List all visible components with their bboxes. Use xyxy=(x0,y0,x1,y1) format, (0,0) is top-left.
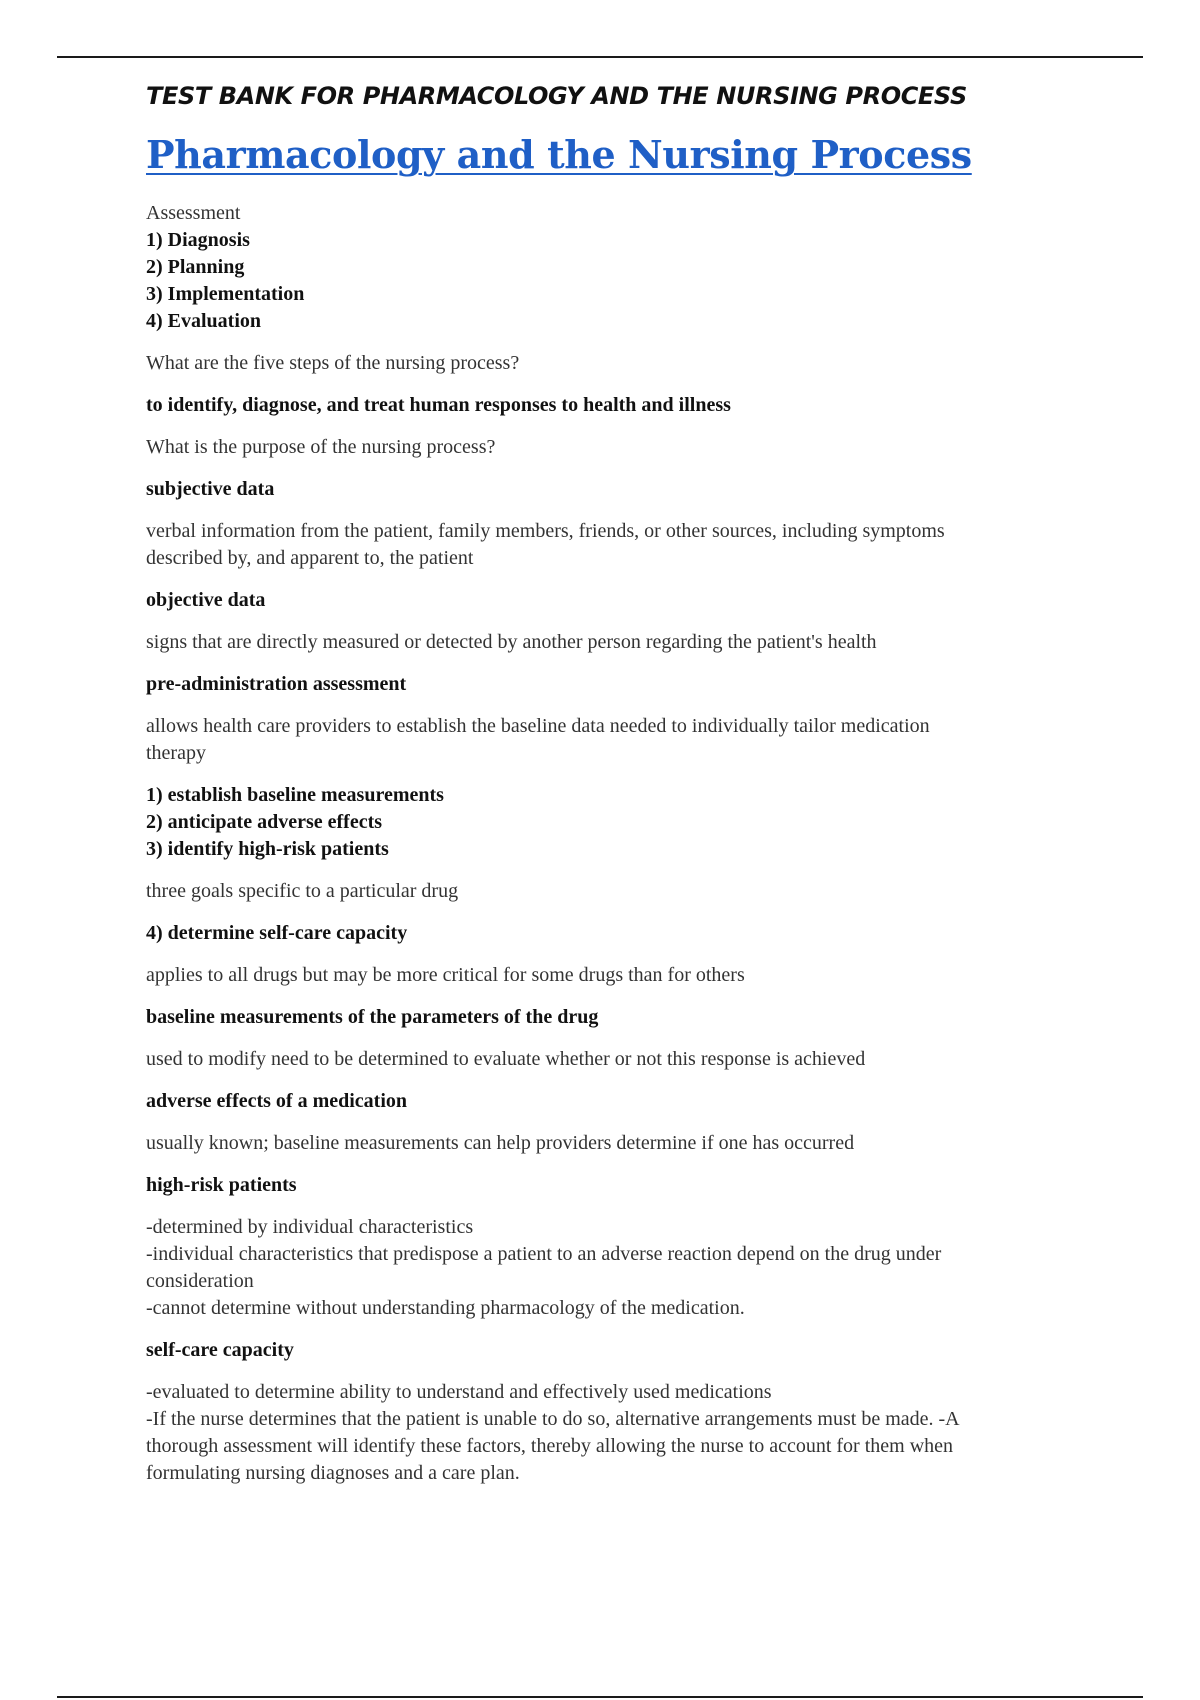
definition-entry xyxy=(146,878,1086,905)
main-title: Pharmacology and the Nursing Process xyxy=(146,132,972,177)
term-entry xyxy=(146,920,1086,947)
entry-line: -cannot determine without understanding pharmacology of the medication. xyxy=(146,1297,745,1319)
entry-line: baseline measurements of the parameters of the drug xyxy=(146,1006,599,1028)
entry-line: pre-administration assessment xyxy=(146,673,407,695)
entry-line: -determined by individual characteristics xyxy=(146,1216,474,1238)
definition-entry xyxy=(146,1130,1086,1157)
entry-line: 3) identify high-risk patients xyxy=(146,838,389,860)
entry-line: consideration xyxy=(146,1270,254,1292)
definition-entry xyxy=(146,1046,1086,1073)
entry-line: 2) Planning xyxy=(146,256,245,278)
definition-entry xyxy=(146,1379,1086,1487)
header-title: TEST BANK FOR PHARMACOLOGY AND THE NURSING PROCESS xyxy=(146,82,967,110)
entry-line: objective data xyxy=(146,589,266,611)
entry-line: Assessment xyxy=(146,202,241,224)
definition-entry xyxy=(146,518,1086,572)
entry-line: usually known; baseline measurements can help providers determine if one has occurred xyxy=(146,1132,855,1154)
entry-line: used to modify need to be determined to evaluate whether or not this response is achieved xyxy=(146,1048,866,1070)
entry-line: formulating nursing diagnoses and a care plan. xyxy=(146,1462,520,1484)
entry-line: 1) Diagnosis xyxy=(146,229,250,251)
entry-line: What is the purpose of the nursing process? xyxy=(146,436,496,458)
term-entry xyxy=(146,1004,1086,1031)
definition-entry xyxy=(146,962,1086,989)
entry-line: -individual characteristics that predispose a patient to an adverse reaction depend on the drug under xyxy=(146,1243,942,1265)
entry-line: applies to all drugs but may be more critical for some drugs than for others xyxy=(146,964,745,986)
entry-line: 3) Implementation xyxy=(146,283,305,305)
term-entry xyxy=(146,227,1086,335)
definition-entry xyxy=(146,629,1086,656)
entry-line: 2) anticipate adverse effects xyxy=(146,811,383,833)
bottom-rule xyxy=(57,1696,1143,1698)
entry-line: thorough assessment will identify these factors, thereby allowing the nurse to account for them when xyxy=(146,1435,954,1457)
definition-entry xyxy=(146,200,1086,227)
flashcard-list xyxy=(146,200,1086,1487)
entry-line: subjective data xyxy=(146,478,275,500)
entry-line: therapy xyxy=(146,742,206,764)
definition-entry xyxy=(146,350,1086,377)
entry-line: described by, and apparent to, the patient xyxy=(146,547,474,569)
entry-line: What are the five steps of the nursing process? xyxy=(146,352,520,374)
entry-line: adverse effects of a medication xyxy=(146,1090,408,1112)
definition-entry xyxy=(146,713,1086,767)
term-entry xyxy=(146,587,1086,614)
term-entry xyxy=(146,392,1086,419)
entry-line: 1) establish baseline measurements xyxy=(146,784,444,806)
entry-line: verbal information from the patient, family members, friends, or other sources, including symptoms xyxy=(146,520,945,542)
entry-line: -If the nurse determines that the patient is unable to do so, alternative arrangements must be made. -A xyxy=(146,1408,960,1430)
entry-line: allows health care providers to establish the baseline data needed to individually tailor medication xyxy=(146,715,930,737)
entry-line: three goals specific to a particular drug xyxy=(146,880,459,902)
entry-line: 4) determine self-care capacity xyxy=(146,922,408,944)
term-entry xyxy=(146,1337,1086,1364)
entry-line: 4) Evaluation xyxy=(146,310,262,332)
definition-entry xyxy=(146,434,1086,461)
term-entry xyxy=(146,671,1086,698)
definition-entry xyxy=(146,1214,1086,1322)
term-entry xyxy=(146,476,1086,503)
entry-line: self-care capacity xyxy=(146,1339,294,1361)
term-entry xyxy=(146,1088,1086,1115)
document-body xyxy=(146,78,1086,1502)
top-rule xyxy=(57,56,1143,58)
entry-line: -evaluated to determine ability to understand and effectively used medications xyxy=(146,1381,772,1403)
entry-line: to identify, diagnose, and treat human responses to health and illness xyxy=(146,394,731,416)
term-entry xyxy=(146,782,1086,863)
term-entry xyxy=(146,1172,1086,1199)
entry-line: signs that are directly measured or detected by another person regarding the patient's health xyxy=(146,631,877,653)
entry-line: high-risk patients xyxy=(146,1174,297,1196)
